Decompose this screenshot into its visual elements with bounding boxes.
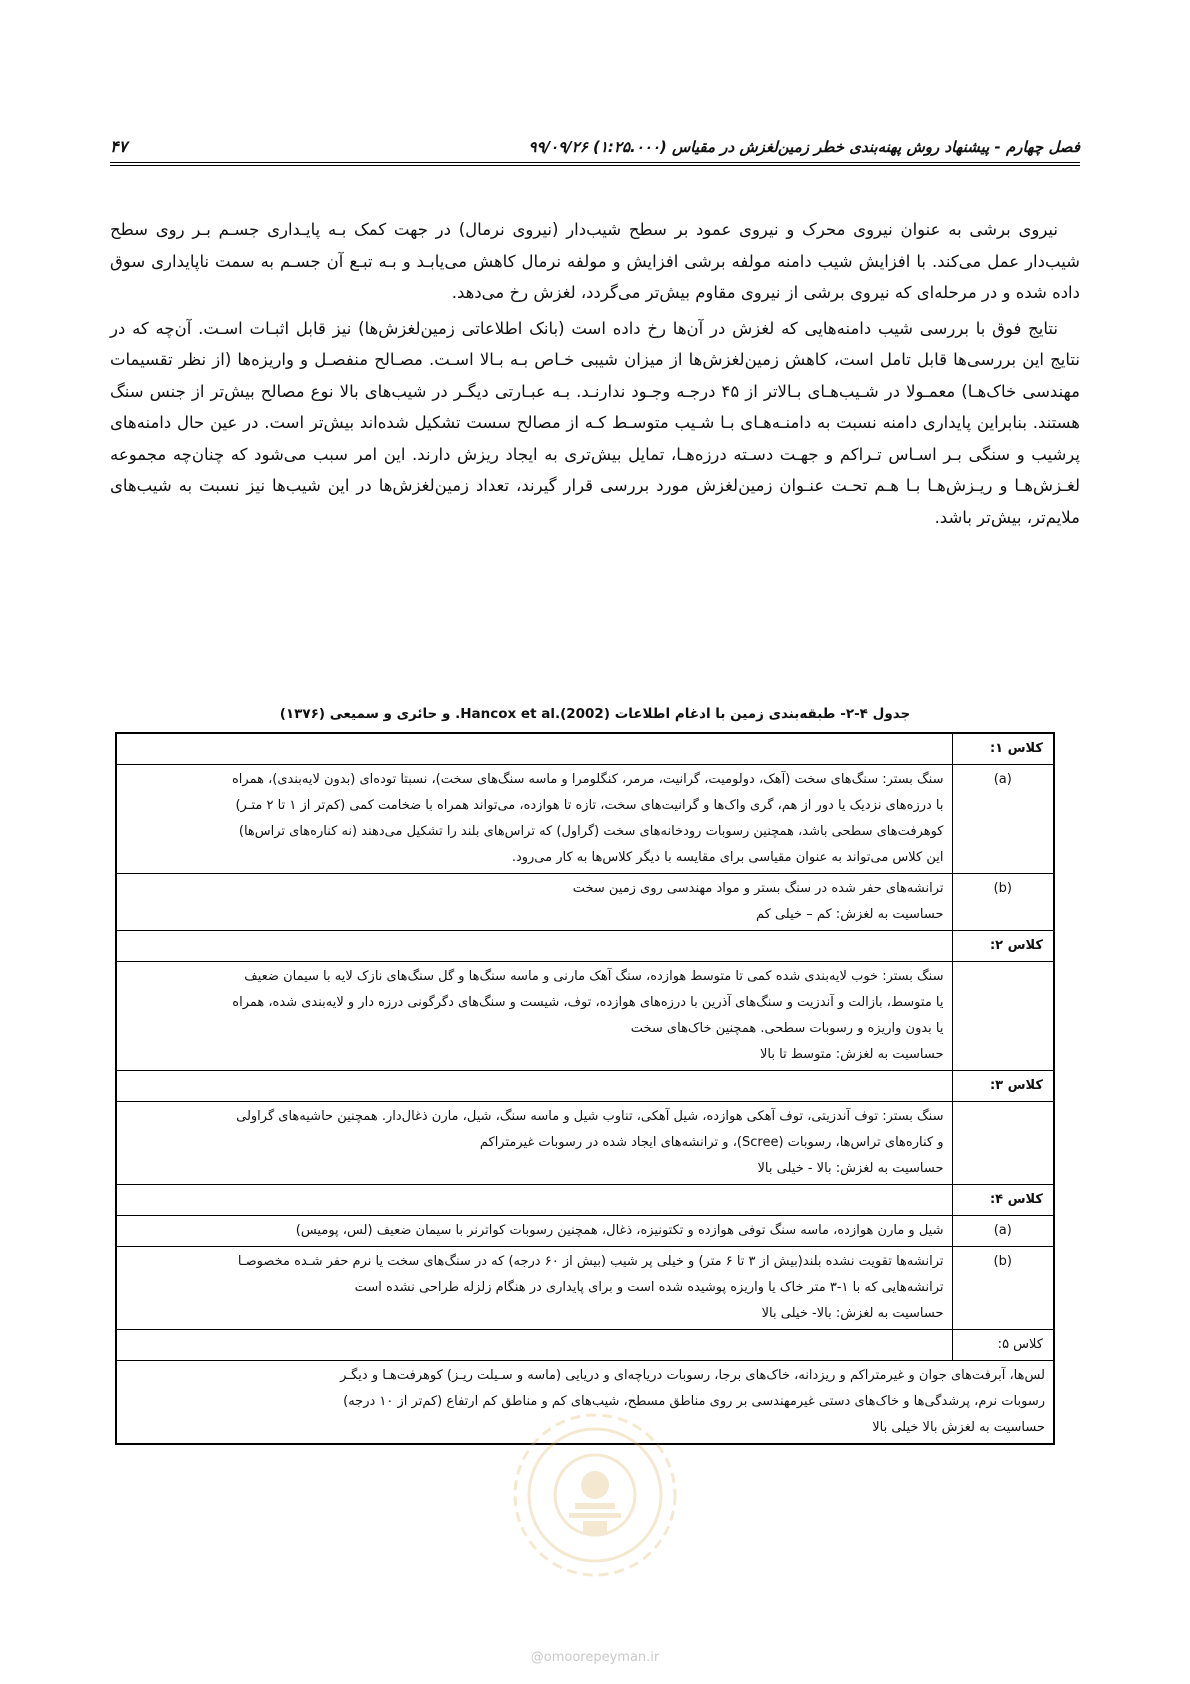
class-5-row	[116, 1361, 1054, 1445]
class-3-line: حساسیت به لغزش: بالا - خیلی بالا	[757, 1161, 944, 1176]
class-1-b-line: ترانشه‌های حفر شده در سنگ بستر و مواد مهندسی روی زمین سخت	[572, 881, 944, 896]
class-4-b-content	[116, 1247, 952, 1330]
class-1-title: کلاس ۱:	[952, 733, 1054, 765]
class-5-header-empty	[116, 1330, 952, 1361]
class-4-b-line: ترانشه‌هایی که با ۱-۳ متر خاک یا واریزه پوشیده شده است و برای پایداری در هنگام زلزله طراحی نشده است	[354, 1280, 944, 1295]
page-number: ۴۷	[110, 137, 128, 156]
class-4-header-empty	[116, 1185, 952, 1216]
class-4-a-line: شیل و مارن هوازده، ماسه سنگ توفی هوازده و تکتونیزه، ذغال، همچنین رسوبات کواترنر با سیمان ضعیف (لس، پومیس)	[295, 1223, 944, 1238]
class-5-line: لس‌ها، آبرفت‌های جوان و غیرمتراکم و ریزدانه، خاک‌های برجا، رسوبات دریاچه‌ای و دریایی (ماسه و سـیلت ریـز) کوهرفت‌هـا و دیگـر	[340, 1368, 1045, 1383]
body-text	[110, 214, 1080, 533]
class-2-content	[116, 962, 952, 1071]
class-1-b-line: حساسیت به لغزش: کم – خیلی کم	[756, 907, 944, 922]
paragraph-1: نیروی برشی به عنوان نیروی محرک و نیروی عمود بر سطح شیب‌دار (نیروی نرمال) در جهت کمک بـه پایـداری جسـم بـر روی سطح شیب‌دار عمل می‌کند. با افزایش شیب دامنه مولفه برشی افزایش و مولفه نرمال کاهش می‌یابـد و بـه تبـع آن جسـم به سمت ناپایداری سوق داده شده و در مرحله‌ای که نیروی برشی از نیروی مقاوم بیش‌تر می‌گردد، لغزش رخ می‌دهد.	[110, 220, 1080, 302]
class-2-header-empty	[116, 931, 952, 962]
class-1-b-row	[116, 874, 1054, 931]
class-2-label-empty	[952, 962, 1054, 1071]
class-1-header-row	[116, 733, 1054, 765]
class-2-line: سنگ بستر: خوب لایه‌بندی شده کمی تا متوسط هوازده، سنگ آهک مارنی و ماسه سنگ‌ها و گل سنگ‌های نازک لایه با سیمان ضعیف	[244, 969, 944, 984]
class-3-header-empty	[116, 1071, 952, 1102]
class-2-header-row	[116, 931, 1054, 962]
class-5-line: رسوبات نرم، پرشدگی‌ها و خاک‌های دستی غیرمهندسی بر روی مناطق مسطح، شیب‌های کم و مناطق کم ارتفاع (کم‌تر از ۱۰ درجه)	[343, 1394, 1045, 1409]
class-4-b-line: حساسیت به لغزش: بالا- خیلی بالا	[761, 1306, 944, 1321]
class-1-a-line: کوهرفت‌های سطحی باشد، همچنین رسوبات رودخانه‌های سخت (گراول) که تراس‌های بلند را تشکیل می‌دهند (نه کناره‌های تراس‌ها)	[238, 824, 944, 839]
class-3-line: سنگ بستر: توف آندزیتی، توف آهکی هوازده، شیل آهکی، تناوب شیل و ماسه سنگ، شیل، مارن ذغال‌دار. همچنین حاشیه‌های گراولی	[236, 1109, 944, 1124]
watermark-site: @omoorepeyman.ir	[530, 1650, 660, 1665]
class-4-a-label: (a)	[952, 1216, 1054, 1247]
class-4-b-label: (b)	[952, 1247, 1054, 1330]
class-2-line: حساسیت به لغزش: متوسط تا بالا	[760, 1047, 944, 1062]
page-header	[110, 128, 1080, 166]
class-1-a-line: این کلاس می‌تواند به عنوان مقیاسی برای مقایسه با دیگر کلاس‌ها به کار می‌رود.	[511, 850, 944, 865]
class-1-header-empty	[116, 733, 952, 765]
class-2-title: کلاس ۲:	[952, 931, 1054, 962]
class-3-line: و کناره‌های تراس‌ها، رسوبات (Scree)، و ترانشه‌های ایجاد شده در رسوبات غیرمتراکم	[479, 1135, 944, 1150]
class-4-title: کلاس ۴:	[952, 1185, 1054, 1216]
class-4-header-row	[116, 1185, 1054, 1216]
class-1-a-label: (a)	[952, 765, 1054, 874]
class-3-content	[116, 1102, 952, 1185]
class-3-title: کلاس ۳:	[952, 1071, 1054, 1102]
class-4-a-row	[116, 1216, 1054, 1247]
class-1-a-line: با درزه‌های نزدیک یا دور از هم، گری واک‌ها و گرانیت‌های سخت، تازه تا هوازده، می‌تواند همراه با ضخامت کمی (کم‌تر از ۱ تا ۲ متـر)	[235, 798, 944, 813]
class-3-label-empty	[952, 1102, 1054, 1185]
table-caption: جدول ۴-۲- طبقه‌بندی زمین با ادغام اطلاعات Hancox et al.(2002). و حائری و سمیعی (۱۳۷۶)	[279, 706, 911, 722]
class-2-line: یا متوسط، بازالت و آندزیت و سنگ‌های آذرین با درزه‌های هوازده، توف، شیست و سنگ‌های دگرگونی درزه دار و لایه‌بندی شده، همراه	[232, 995, 944, 1010]
class-2-line: یا بدون واریزه و رسوبات سطحی. همچنین خاک‌های سخت	[630, 1021, 944, 1036]
class-2-row	[116, 962, 1054, 1071]
header-title: فصل چهارم - پیشنهاد روش پهنه‌بندی خطر زمین‌لغزش در مقیاس (۱:۲۵.۰۰۰) ۹۹/۰۹/۲۶	[528, 138, 1080, 156]
paragraph-2: نتایج فوق با بررسی شیب دامنه‌هایی که لغزش در آن‌ها رخ داده است (بانک اطلاعاتی زمین‌لغزش‌ها) نیز قابل اثبـات اسـت. آن‌چه که در نتایج این بررسی‌ها قابل تامل است، کاهش زمین‌لغزش‌ها از میزان شیبی خـاص بـه بـالا اسـت. مصـالح منفصـل و واریزه‌ها (از نظر تقسیمات مهندسی خاک‌هـا) معمـولا در شـیب‌هـای بـالاتر از ۴۵ درجـه وجـود ندارنـد. بـه عبـارتی دیگـر در شیب‌های بالا نوع مصالح بیش‌تر از جنس سنگ هستند. بنابراین پایداری دامنه نسبت به دامنـه‌هـای بـا شـیب متوسـط کـه از مصالح سست تشکیل شده‌اند بیش‌تر است. در عین حال دامنه‌های پرشیب و سنگی بـر اسـاس تـراکم و جهـت دسـته درزه‌هـا، تمایل بیش‌تری به ایجاد ریزش دارند. این امر سبب می‌شود که چنان‌چه مجموعه لغـزش‌هـا و ریـزش‌هـا بـا هـم تحـت عنـوان زمین‌لغزش مورد بررسی قرار گیرند، تعداد زمین‌لغزش‌ها در این شیب‌ها نیز نسبت به شیب‌های ملایم‌تر، بیش‌تر باشد.	[110, 318, 1080, 527]
class-4-a-content	[116, 1216, 952, 1247]
class-3-row	[116, 1102, 1054, 1185]
class-1-a-line: سنگ بستر: سنگ‌های سخت (آهک، دولومیت، گرانیت، مرمر، کنگلومرا و ماسه سنگ‌های سخت)، نسبتا توده‌ای (بدون لایه‌بندی)، همراه	[231, 772, 944, 787]
class-5-title: کلاس ۵:	[952, 1330, 1054, 1361]
class-3-header-row	[116, 1071, 1054, 1102]
class-5-header-row	[116, 1330, 1054, 1361]
class-4-b-row	[116, 1247, 1054, 1330]
class-5-line: حساسیت به لغزش بالا خیلی بالا	[872, 1420, 1045, 1435]
class-4-b-line: ترانشه‌ها تقویت نشده بلند(بیش از ۳ تا ۶ متر) و خیلی پر شیب (بیش از ۶۰ درجه) که در سنگ‌های سخت یا نرم حفر شـده مخصوصـا	[237, 1254, 944, 1269]
land-classification-table	[115, 732, 1055, 1445]
class-1-a-content	[116, 765, 952, 874]
class-5-content	[116, 1361, 1054, 1445]
class-1-b-label: (b)	[952, 874, 1054, 931]
class-1-a-row	[116, 765, 1054, 874]
class-1-b-content	[116, 874, 952, 931]
